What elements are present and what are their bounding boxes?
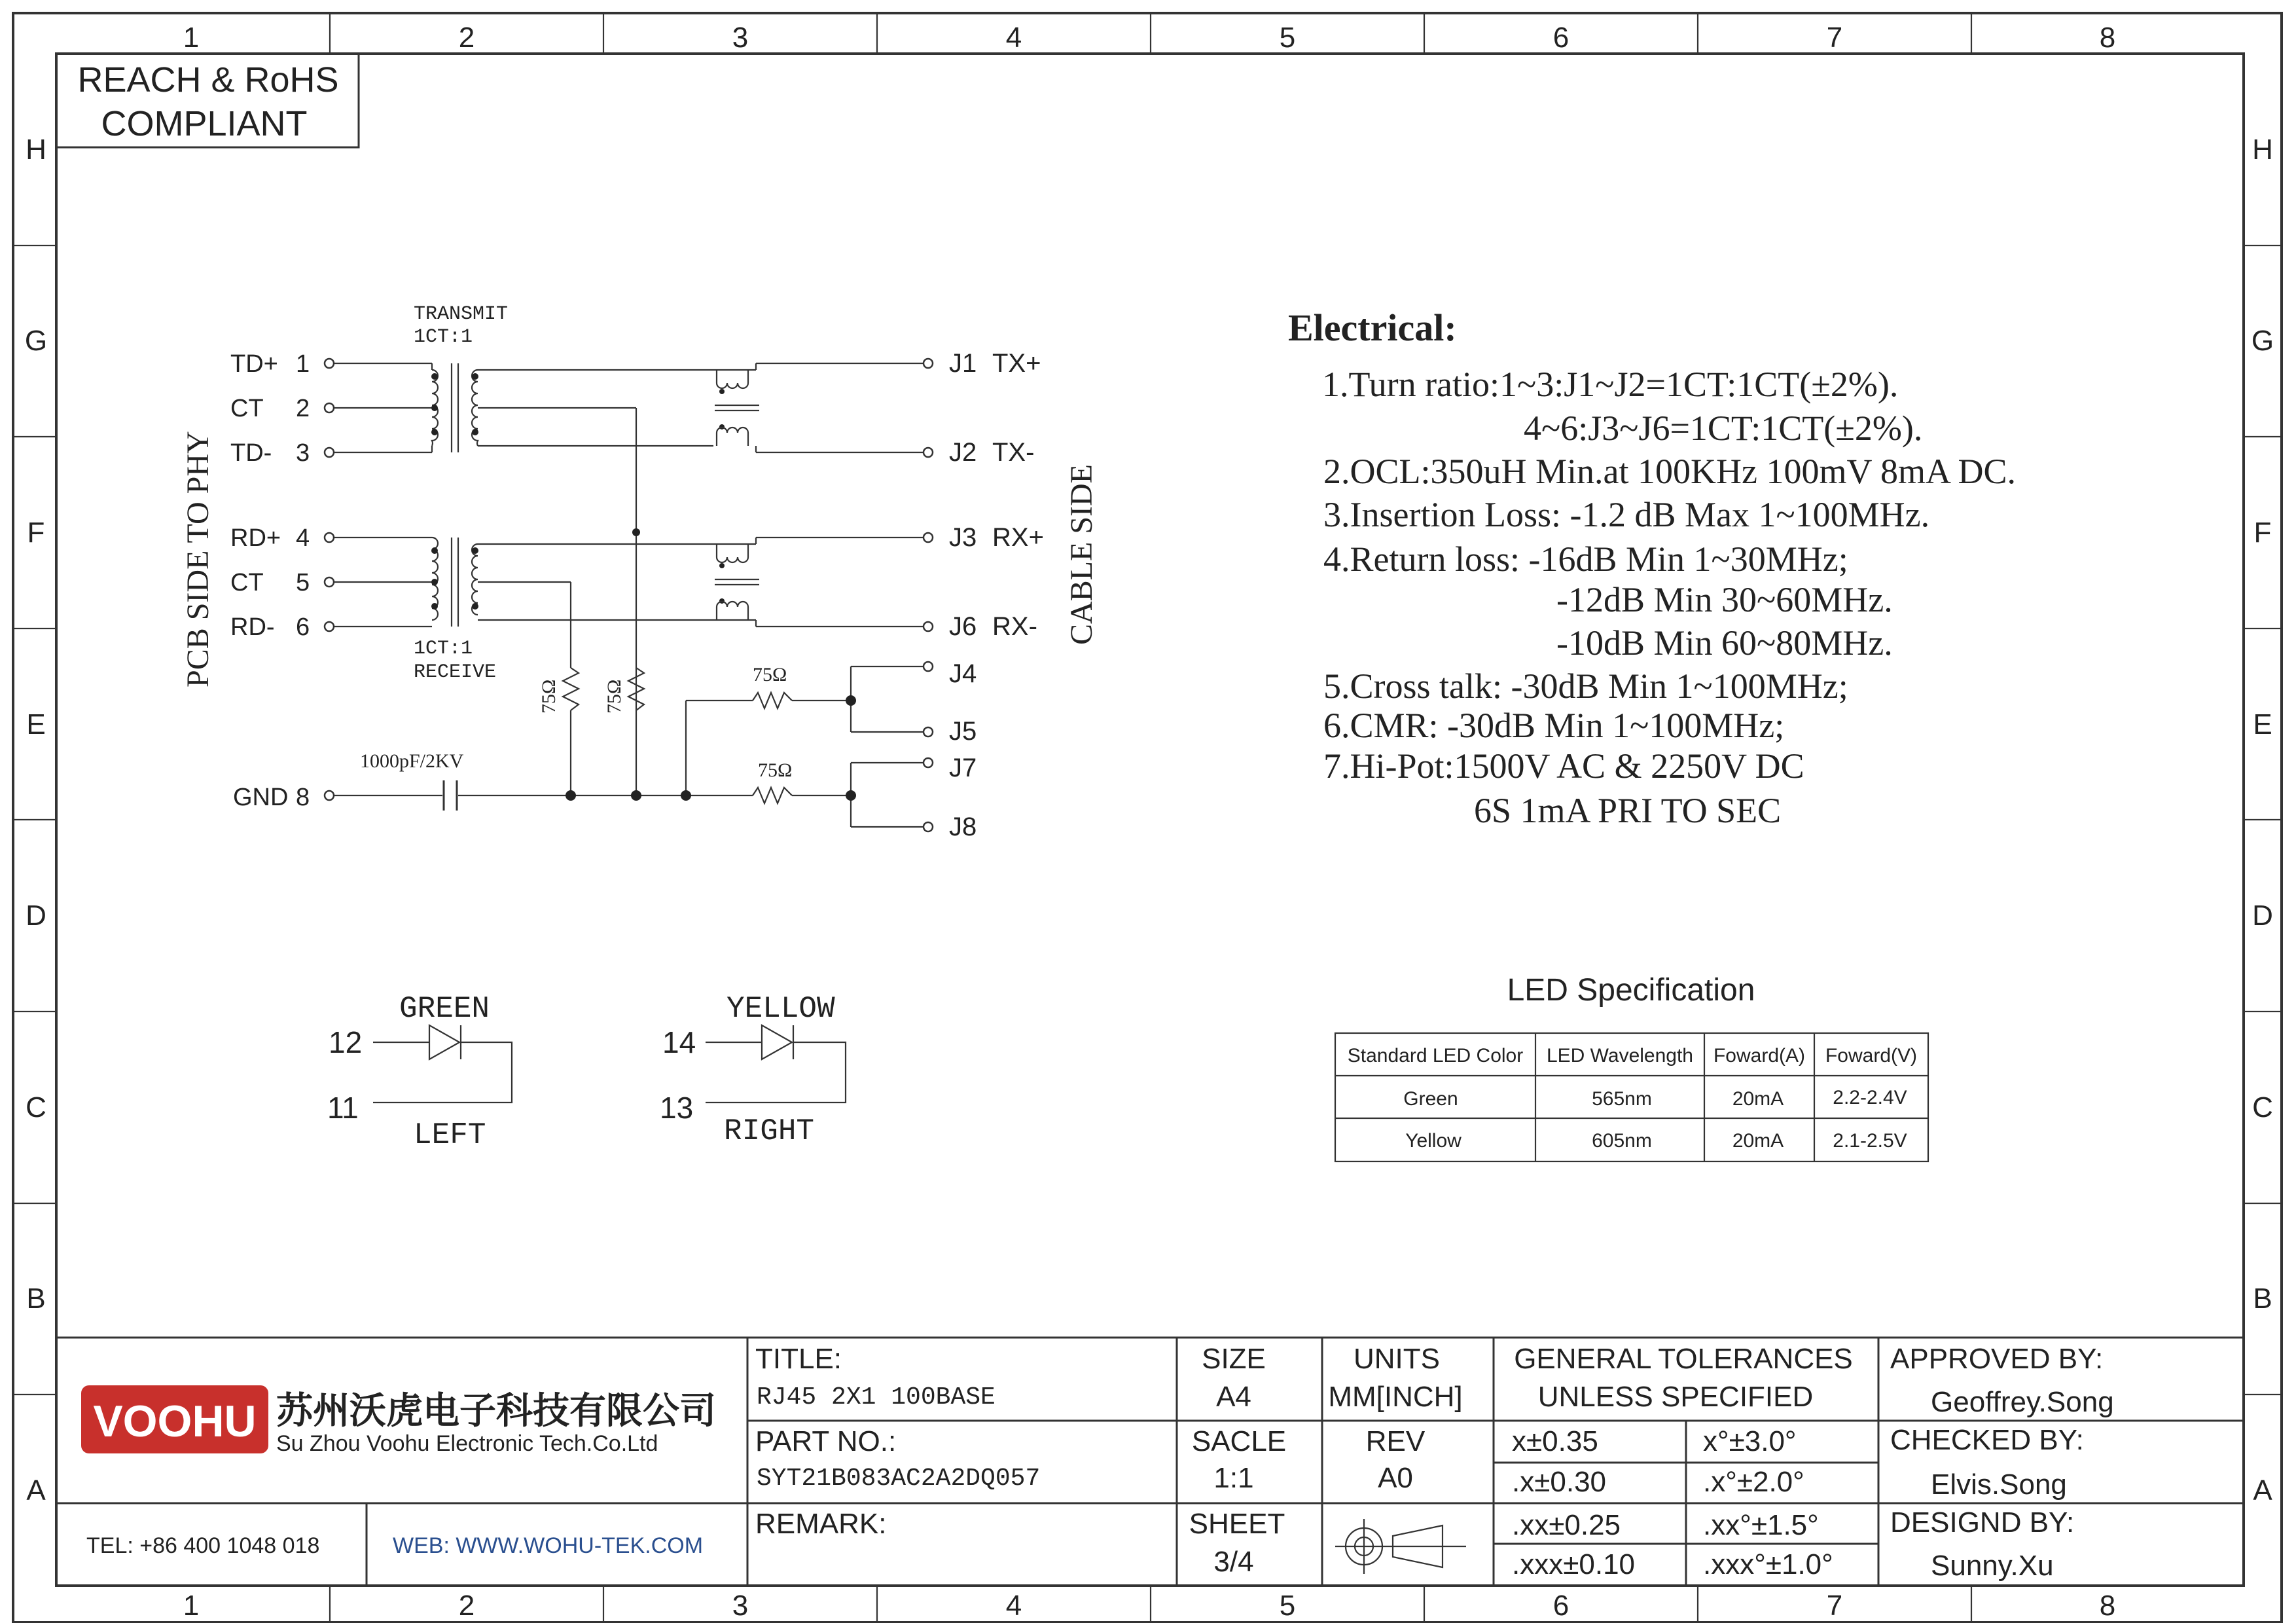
led-pin: 11: [327, 1091, 359, 1125]
pin-number: 2: [296, 395, 310, 422]
col-label-bottom: 5: [1279, 1590, 1296, 1622]
tolerance-angular: x°±3.0°: [1703, 1425, 1797, 1457]
pin-name: TD-: [230, 439, 272, 467]
tolerance-subtitle: UNLESS SPECIFIED: [1537, 1381, 1814, 1413]
spec-line: -12dB Min 30~60MHz.: [1556, 580, 1893, 619]
row-label-left: D: [26, 900, 46, 932]
table-cell: 2.2-2.4V: [1833, 1087, 1907, 1108]
table-cell: 20mA: [1732, 1130, 1784, 1152]
col-label-top: 6: [1552, 22, 1570, 54]
spec-line: 5.Cross talk: -30dB Min 1~100MHz;: [1323, 666, 1848, 706]
company-name-en: Su Zhou Voohu Electronic Tech.Co.Ltd: [276, 1431, 658, 1456]
tx-common-mode-choke: [715, 370, 759, 446]
col-label-bottom: 4: [1005, 1590, 1022, 1622]
pin-number: 8: [296, 784, 310, 811]
tolerance-angular: .xx°±1.5°: [1703, 1509, 1819, 1541]
jack-signal: TX-: [992, 438, 1035, 467]
led-pin: 14: [662, 1025, 696, 1059]
rev-value: A0: [1378, 1462, 1413, 1494]
spec-line: 4~6:J3~J6=1CT:1CT(±2%).: [1524, 409, 1923, 448]
col-label-top: 3: [732, 22, 749, 54]
jack-pin: J3: [949, 523, 977, 552]
led-color-label: GREEN: [399, 992, 490, 1026]
designed-by: Sunny.Xu: [1931, 1550, 2054, 1582]
spec-line: 6.CMR: -30dB Min 1~100MHz;: [1323, 706, 1785, 745]
table-cell: Yellow: [1405, 1130, 1462, 1152]
rx-common-mode-choke: [715, 544, 759, 620]
resistor-label: 75Ω: [538, 679, 560, 714]
company-logo: [81, 1385, 268, 1453]
part-number: SYT21B083AC2A2DQ057: [757, 1465, 1041, 1493]
row-label-right: H: [2252, 134, 2273, 166]
transmit-ratio: 1CT:1: [414, 326, 473, 348]
pin-name: RD+: [230, 524, 281, 552]
table-cell: 565nm: [1592, 1088, 1652, 1110]
capacitor: [444, 780, 457, 811]
scale-value: 1:1: [1213, 1462, 1254, 1494]
pin-number: 4: [296, 524, 310, 552]
spec-line: 6S 1mA PRI TO SEC: [1474, 791, 1782, 830]
compliance-line2: COMPLIANT: [101, 104, 308, 143]
title-block: [56, 1338, 2244, 1586]
col-label-bottom: 2: [458, 1590, 475, 1622]
resistor-j4-j5: [753, 693, 792, 708]
company-tel: TEL: +86 400 1048 018: [86, 1533, 320, 1558]
row-label-right: D: [2252, 900, 2273, 932]
tolerance-linear: .xxx±0.10: [1512, 1548, 1636, 1580]
row-label-right: E: [2253, 708, 2272, 740]
row-label-left: E: [26, 708, 46, 740]
pin-number: 5: [296, 569, 310, 596]
resistor-label: 75Ω: [758, 759, 793, 781]
tx-transformer: [432, 363, 478, 452]
size-value: A4: [1216, 1381, 1251, 1413]
jack-pin: J5: [949, 717, 977, 746]
pin-number: 6: [296, 613, 310, 641]
receive-ratio: 1CT:1: [414, 638, 473, 660]
drawing-frame: [13, 13, 2282, 1622]
logo-text: VOOHU: [93, 1396, 257, 1446]
jack-signal: TX+: [992, 349, 1041, 378]
table-header: LED Wavelength: [1546, 1045, 1694, 1067]
row-label-left: G: [24, 325, 48, 357]
company-website: WEB: WWW.WOHU-TEK.COM: [393, 1533, 704, 1558]
resistor-label: 75Ω: [753, 664, 787, 685]
jack-signal: RX-: [992, 612, 1037, 641]
led-yellow: [660, 992, 846, 1148]
sheet-label: SHEET: [1189, 1508, 1285, 1540]
col-label-top: 1: [183, 22, 200, 54]
col-label-bottom: 6: [1552, 1590, 1570, 1622]
approved-by: Geoffrey.Song: [1931, 1386, 2114, 1418]
row-label-right: B: [2253, 1283, 2272, 1315]
row-label-left: F: [27, 517, 45, 549]
row-label-right: G: [2251, 325, 2274, 357]
tolerance-linear: .xx±0.25: [1512, 1509, 1621, 1541]
col-label-bottom: 1: [183, 1590, 200, 1622]
led-spec-title: LED Specification: [1507, 973, 1755, 1008]
row-label-right: A: [2253, 1474, 2272, 1506]
transmit-label: TRANSMIT: [414, 303, 509, 325]
approved-label: APPROVED BY:: [1890, 1343, 2104, 1375]
pin-number: 1: [296, 350, 310, 378]
table-cell: 2.1-2.5V: [1833, 1130, 1907, 1152]
row-label-right: C: [2252, 1091, 2273, 1123]
units-label: UNITS: [1354, 1343, 1440, 1375]
sheet-value: 3/4: [1213, 1546, 1254, 1578]
resistor-label: 75Ω: [603, 679, 625, 714]
capacitor-label: 1000pF/2KV: [360, 750, 464, 772]
title-label: TITLE:: [755, 1343, 842, 1375]
pin-name: RD-: [230, 613, 275, 641]
cable-side-label: CABLE SIDE: [1064, 464, 1099, 645]
receive-label: RECEIVE: [414, 661, 497, 684]
table-cell: 605nm: [1592, 1130, 1652, 1152]
part-label: PART NO.:: [755, 1425, 897, 1457]
led-green: [327, 992, 512, 1152]
spec-line: 7.Hi-Pot:1500V AC & 2250V DC: [1323, 746, 1804, 786]
table-cell: Green: [1403, 1088, 1458, 1110]
jack-signal: RX+: [992, 523, 1044, 552]
col-label-bottom: 7: [1826, 1590, 1843, 1622]
compliance-line1: REACH & RoHS: [77, 60, 339, 100]
led-side: RIGHT: [724, 1114, 815, 1148]
rx-transformer: [432, 538, 478, 627]
compliance-box: [56, 54, 359, 147]
pin-name: TD+: [230, 350, 278, 378]
spec-line: 3.Insertion Loss: -1.2 dB Max 1~100MHz.: [1323, 495, 1930, 534]
led-spec-table: [1335, 973, 1928, 1161]
jack-pin: J6: [949, 612, 977, 641]
size-label: SIZE: [1202, 1343, 1266, 1375]
title-value: RJ45 2X1 100BASE: [757, 1383, 996, 1412]
jack-pin: J1: [949, 349, 977, 378]
magnetics-schematic: [181, 303, 1099, 841]
tolerance-title: GENERAL TOLERANCES: [1514, 1343, 1853, 1375]
tolerance-angular: .x°±2.0°: [1703, 1466, 1804, 1498]
company-name-cn: 苏州沃虎电子科技有限公司: [276, 1390, 716, 1431]
jack-pin: J4: [949, 659, 977, 688]
table-cell: 20mA: [1732, 1088, 1784, 1110]
spec-line: -10dB Min 60~80MHz.: [1556, 623, 1893, 663]
table-header: Foward(A): [1713, 1045, 1806, 1067]
electrical-heading: Electrical:: [1288, 306, 1457, 349]
jack-pin: J7: [949, 754, 977, 782]
designed-label: DESIGND BY:: [1890, 1506, 2075, 1539]
row-label-left: C: [26, 1091, 46, 1123]
led-color-label: YELLOW: [726, 992, 835, 1026]
col-label-top: 8: [2099, 22, 2116, 54]
row-label-left: H: [26, 134, 46, 166]
checked-label: CHECKED BY:: [1890, 1424, 2084, 1456]
checked-by: Elvis.Song: [1931, 1468, 2067, 1501]
pin-name: CT: [230, 395, 264, 422]
row-label-left: A: [26, 1474, 46, 1506]
pin-name: GND: [233, 784, 289, 811]
rev-label: REV: [1365, 1425, 1426, 1457]
spec-line: 1.Turn ratio:1~3:J1~J2=1CT:1CT(±2%).: [1322, 365, 1899, 404]
scale-label: SACLE: [1191, 1425, 1287, 1457]
table-header: Foward(V): [1825, 1045, 1918, 1067]
col-label-bottom: 3: [732, 1590, 749, 1622]
remark-label: REMARK:: [755, 1508, 887, 1540]
jack-pin: J8: [949, 812, 977, 841]
col-label-bottom: 8: [2099, 1590, 2116, 1622]
col-label-top: 2: [458, 22, 475, 54]
pin-number: 3: [296, 439, 310, 467]
electrical-specs: [1288, 306, 2016, 830]
pin-name: CT: [230, 569, 264, 596]
projection-symbol-icon: [1335, 1519, 1466, 1574]
table-header: Standard LED Color: [1347, 1045, 1524, 1067]
tolerance-linear: .x±0.30: [1512, 1466, 1607, 1498]
row-label-left: B: [26, 1283, 46, 1315]
tolerance-angular: .xxx°±1.0°: [1703, 1548, 1833, 1580]
col-label-top: 5: [1279, 22, 1296, 54]
spec-line: 2.OCL:350uH Min.at 100KHz 100mV 8mA DC.: [1323, 452, 2017, 491]
col-label-top: 4: [1005, 22, 1022, 54]
units-value: MM[INCH]: [1328, 1381, 1463, 1413]
spec-line: 4.Return loss: -16dB Min 1~30MHz;: [1323, 539, 1848, 579]
tolerance-linear: x±0.35: [1512, 1425, 1598, 1457]
resistor-rx-ct: [563, 668, 579, 710]
led-pin: 13: [660, 1091, 694, 1125]
jack-pin: J2: [949, 438, 977, 467]
led-pin: 12: [329, 1025, 363, 1059]
resistor-j7-j8: [753, 788, 792, 803]
led-side: LEFT: [414, 1118, 486, 1152]
pcb-side-label: PCB SIDE TO PHY: [181, 431, 215, 687]
row-label-right: F: [2253, 517, 2272, 549]
col-label-top: 7: [1826, 22, 1843, 54]
